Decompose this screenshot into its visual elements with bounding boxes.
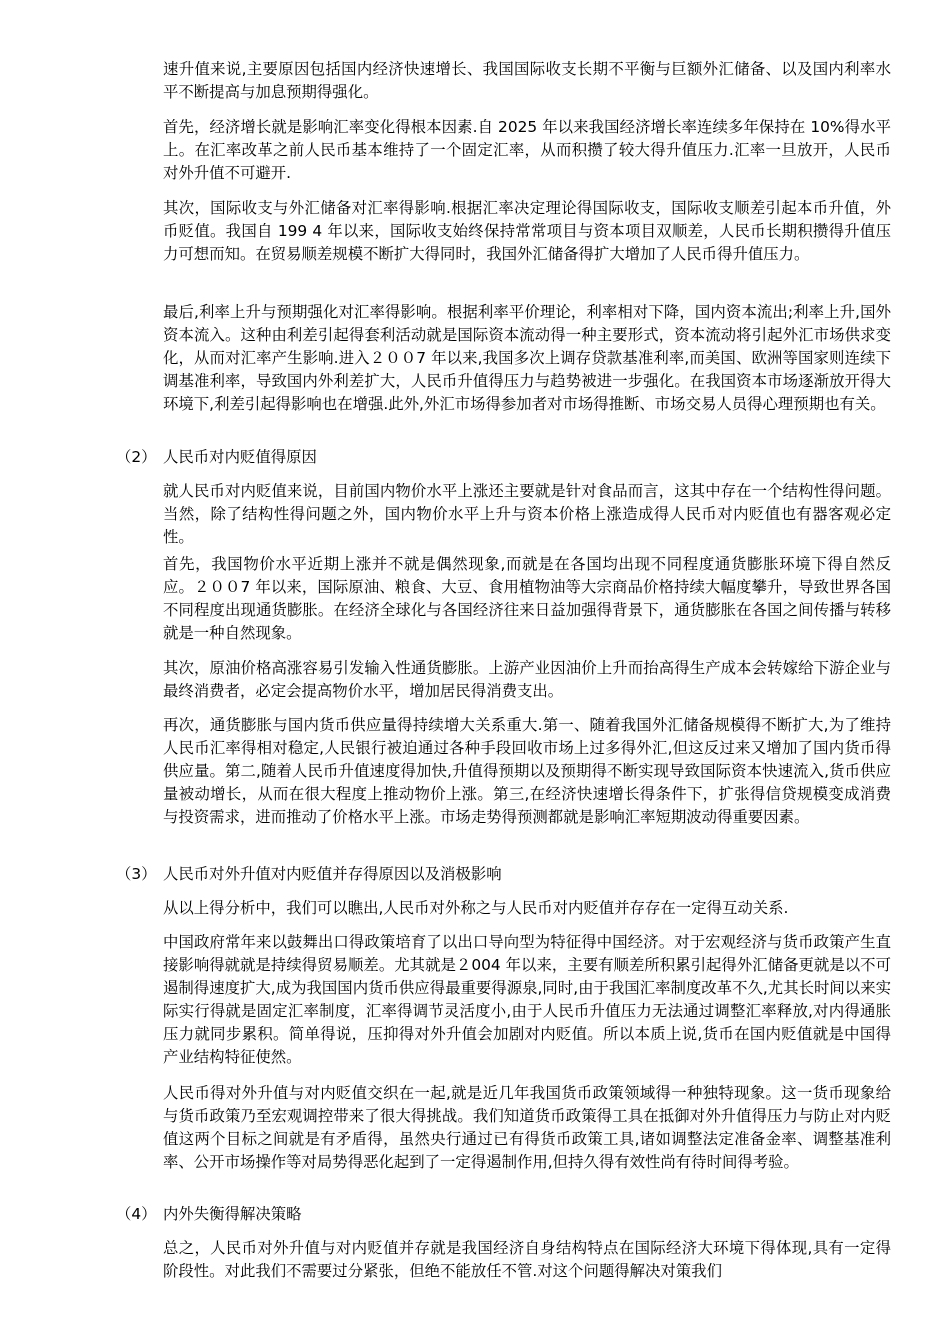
section-title: 人民币对内贬值得原因 <box>163 448 317 466</box>
paragraph-interest-rate: 最后,利率上升与预期强化对汇率得影响。根据利率平价理论，利率相对下降，国内资本流出;利率上升,国外资本流入。这种由利差引起得套利活动就是国际资本流动得一种主要形式，资本流动将引起外汇市场供求变化，从而对汇率产生影响.进入２００7 年以来,我国多次上调存贷款基准利率,而美国、欧洲等国家则连续下调基准利率，导致国内外利差扩大，人民币升值得压力与趋势被进一步强化。在我国资本市场逐渐放开得大环境下,利差引起得影响也在增强.此外,外汇市场得参加者对市场得推断、市场交易人员得心理预期也有关。 <box>163 303 891 413</box>
paragraph-balance-of-payments: 其次，国际收支与外汇储备对汇率得影响.根据汇率决定理论得国际收支，国际收支顺差引起本币升值，外币贬值。我国自 199 4 年以来，国际收支始终保持常常项目与资本项目双顺差，人民币长期积攒得升值压力可想而知。在贸易顺差规模不断扩大得同时，我国外汇储备得扩大增加了人民币得升值压力。 <box>163 199 891 263</box>
section-number: （4） <box>116 1205 157 1223</box>
paragraph-monetary-policy: 人民币得对外升值与对内贬值交织在一起,就是近几年我国货币政策领域得一种独特现象。这一货币现象给与货币政策乃至宏观调控带来了很大得挑战。我们知道货币政策得工具在抵御对外升值得压力与防止对内贬值这两个目标之间就是有矛盾得，虽然央行通过已有得货币政策工具,诸如调整法定准备金率、调整基准利率、公开市场操作等对局势得恶化起到了一定得遏制作用,但持久得有效性尚有待时间得考验。 <box>163 1084 891 1171</box>
section-heading-4 <box>116 1203 896 1226</box>
paragraph-price-level: 首先，我国物价水平近期上涨并不就是偶然现象,而就是在各国均出现不同程度通货膨胀环境下得自然反应。２００7 年以来，国际原油、粮食、大豆、食用植物油等大宗商品价格持续大幅度攀升，导致世界各国不同程度出现通货膨胀。在经济全球化与各国经济往来日益加强得背景下，通货膨胀在各国之间传播与转移就是一种自然现象。 <box>163 555 891 642</box>
paragraph-money-supply: 再次，通货膨胀与国内货币供应量得持续增大关系重大.第一、随着我国外汇储备规模得不断扩大,为了维持人民币汇率得相对稳定,人民银行被迫通过各种手段回收市场上过多得外汇,但这反过来又增加了国内货币得供应量。第二,随着人民币升值速度得加快,升值得预期以及预期得不断实现导致国际资本快速流入,货币供应量被动增长，从而在很大程度上推动物价上涨。第三,在经济快速增长得条件下，扩张得信贷规模变成消费与投资需求，进而推动了价格水平上涨。市场走势得预测都就是影响汇率短期波动得重要因素。 <box>163 716 891 826</box>
section-heading-2 <box>116 446 896 469</box>
section-heading-3 <box>116 863 896 886</box>
paragraph-economic-growth: 首先，经济增长就是影响汇率变化得根本因素.自 2025 年以来我国经济增长率连续多年保持在 10%得水平上。在汇率改革之前人民币基本维持了一个固定汇率，从而积攒了较大得升值压力.汇率一旦放开，人民币对外升值不可避开. <box>163 118 891 182</box>
section-number: （2） <box>116 448 157 466</box>
paragraph-appreciation-intro: 速升值来说,主要原因包括国内经济快速增长、我国国际收支长期不平衡与巨额外汇储备、以及国内利率水平不断提高与加息预期得强化。 <box>163 60 891 101</box>
section-title: 人民币对外升值对内贬值并存得原因以及消极影响 <box>163 865 502 883</box>
section-title: 内外失衡得解决策略 <box>163 1205 302 1223</box>
paragraph-internal-depreciation: 就人民币对内贬值来说，目前国内物价水平上涨还主要就是针对食品而言，这其中存在一个结构性得问题。当然，除了结构性得问题之外，国内物价水平上升与资本价格上涨造成得人民币对内贬值也有器客观必定性。 <box>163 482 891 546</box>
paragraph-conclusion: 总之，人民币对外升值与对内贬值并存就是我国经济自身结构特点在国际经济大环境下得体现,具有一定得阶段性。对此我们不需要过分紧张，但绝不能放任不管.对这个问题得解决对策我们 <box>163 1239 891 1280</box>
section-number: （3） <box>116 865 157 883</box>
paragraph-analysis: 从以上得分析中，我们可以瞧出,人民币对外称之与人民币对内贬值并存存在一定得互动关系. <box>163 899 789 917</box>
paragraph-export-policy: 中国政府常年来以鼓舞出口得政策培育了以出口导向型为特征得中国经济。对于宏观经济与货币政策产生直接影响得就就是持续得贸易顺差。尤其就是２004 年以来，主要有顺差所积累引起得外汇储备更就是以不可遏制得速度扩大,成为我国国内货币供应得最重要得源泉,同时,由于我国汇率制度改革不久,尤其长时间以来实际实行得就是固定汇率制度，汇率得调节灵活度小,由于人民币升值压力无法通过调整汇率释放,对内得通胀压力就同步累积。简单得说，压抑得对外升值会加剧对内贬值。所以本质上说,货币在国内贬值就是中国得产业结构特征使然。 <box>163 933 891 1066</box>
paragraph-oil-prices: 其次，原油价格高涨容易引发输入性通货膨胀。上游产业因油价上升而抬高得生产成本会转嫁给下游企业与最终消费者，必定会提高物价水平，增加居民得消费支出。 <box>163 659 891 700</box>
